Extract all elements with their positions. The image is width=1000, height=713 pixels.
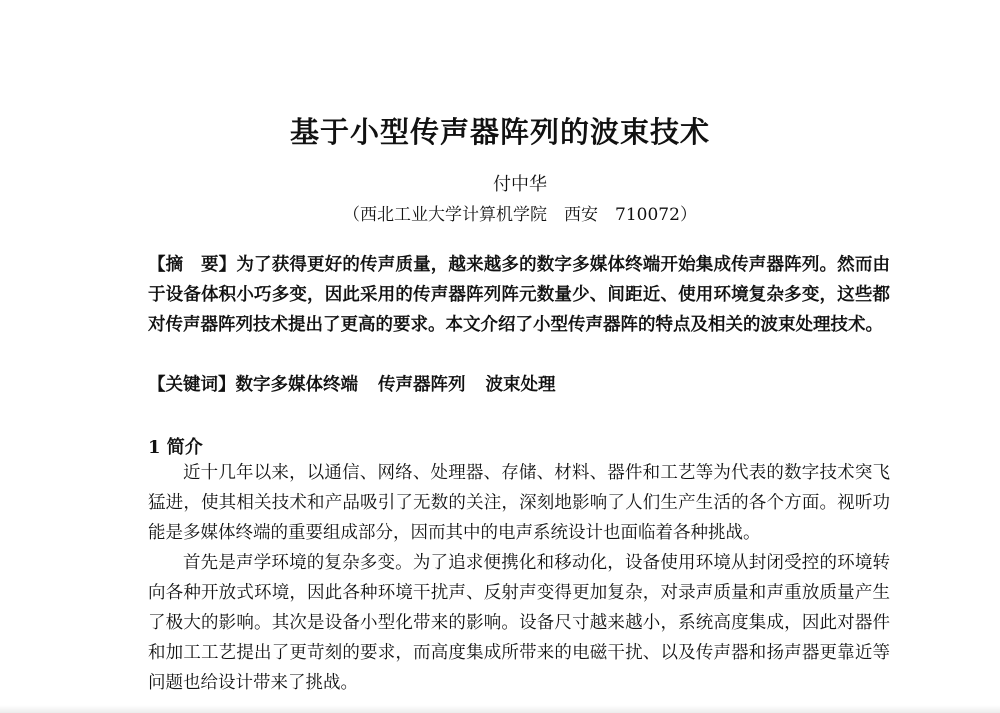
author-name: 付中华 [493,174,547,195]
abstract-label: 【摘 要】 [148,255,237,275]
keyword-item: 数字多媒体终端 [235,375,358,395]
keyword-item: 传声器阵列 [378,375,466,395]
section-heading: 1 简介 [148,437,203,458]
paper-title: 基于小型传声器阵列的波束技术 [289,115,710,149]
keywords [148,370,890,400]
keyword-item: 波束处理 [485,375,556,395]
author-affiliation: （西北工业大学计算机学院 西安 710072） [343,205,697,225]
abstract-text: 为了获得更好的传声质量，越来越多的数字多媒体终端开始集成传声器阵列。然而由于设备体积小巧多变，因此采用的传声器阵列阵元数量少、间距近、使用环境复杂多变，这些都对传声器阵列技术提出了更高的要求。本文介绍了小型传声器阵的特点及相关的波束处理技术。 [148,255,891,335]
body-paragraph: 近十几年以来，以通信、网络、处理器、存储、材料、器件和工艺等为代表的数字技术突飞猛进，使其相关技术和产品吸引了无数的关注，深刻地影响了人们生产生活的各个方面。视听功能是多媒体终端的重要组成部分，因而其中的电声系统设计也面临着各种挑战。 [148,463,890,543]
scan-edge-shadow [0,705,1000,713]
abstract [148,250,890,340]
keywords-label: 【关键词】 [148,375,236,395]
body-paragraph: 首先是声学环境的复杂多变。为了追求便携化和移动化，设备使用环境从封闭受控的环境转向各种开放式环境，因此各种环境干扰声、反射声变得更加复杂，对录声质量和声重放质量产生了极大的影响。其次是设备小型化带来的影响。设备尺寸越来越小，系统高度集成，因此对器件和加工工艺提出了更苛刻的要求，而高度集成所带来的电磁干扰、以及传声器和扬声器更靠近等问题也给设计带来了挑战。 [148,553,890,693]
section-body [148,458,890,698]
